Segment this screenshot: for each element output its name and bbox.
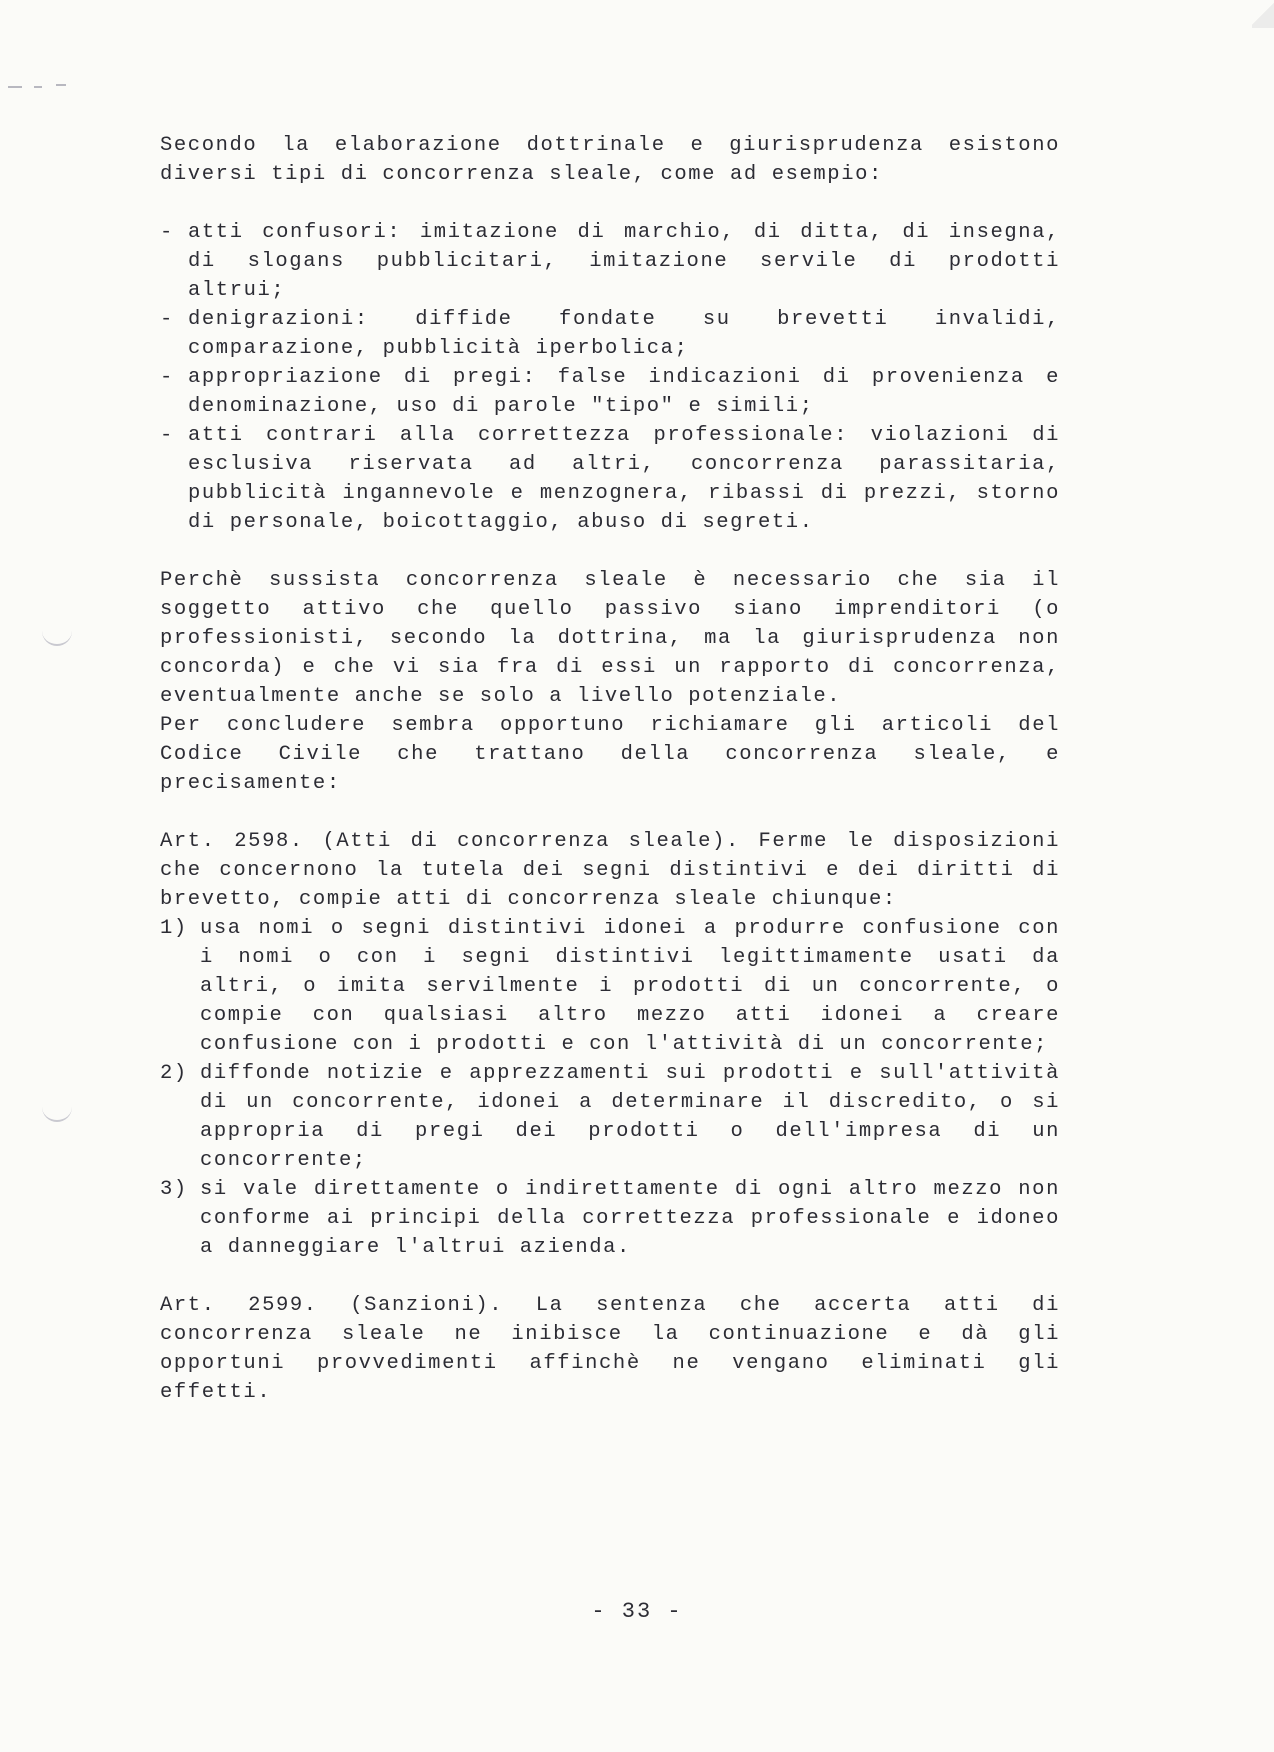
punch-hole-mark <box>42 630 72 646</box>
article-2598: Art. 2598. (Atti di concorrenza sleale). Ferme le disposizioni che concernono la tutela dei segni distintivi e dei diritti di brevetto, compie atti di concorrenza sleale chiunque: <box>160 830 1060 911</box>
bullet-dash: - <box>160 221 174 244</box>
bullet-list <box>160 218 1060 537</box>
intro-paragraph: Secondo la elaborazione dottrinale e giurisprudenza esistono diversi tipi di concorrenza sleale, come ad esempio: <box>160 134 1060 186</box>
article-2598-list <box>160 914 1060 1262</box>
bullet-text: denigrazioni: diffide fondate su brevetti invalidi, comparazione, pubblicità iperbolica; <box>188 308 1060 360</box>
bullet-item <box>160 305 1060 363</box>
punch-hole-mark <box>42 1106 72 1122</box>
article-2599: Art. 2599. (Sanzioni). La sentenza che accerta atti di concorrenza sleale ne inibisce la continuazione e dà gli opportuni provvedimenti affinchè ne vengano eliminati gli effetti. <box>160 1294 1060 1404</box>
requirements-paragraph: Perchè sussista concorrenza sleale è necessario che sia il soggetto attivo che quello passivo siano imprenditori (o professionisti, secondo la dottrina, ma la giurisprudenza non concorda) e che vi sia fra di essi un rapporto di concorrenza, eventualmente anche se solo a livello potenziale. <box>160 569 1060 708</box>
bullet-text: atti confusori: imitazione di marchio, di ditta, di insegna, di slogans pubblicitari, imitazione servile di prodotti altrui; <box>188 221 1060 302</box>
item-text: si vale direttamente o indirettamente di ogni altro mezzo non conforme ai principi della correttezza professionale e idoneo a danneggiare l'altrui azienda. <box>200 1178 1060 1259</box>
bullet-dash: - <box>160 424 174 447</box>
bullet-item <box>160 421 1060 537</box>
bullet-dash: - <box>160 366 174 389</box>
numbered-item <box>160 1059 1060 1175</box>
bullet-item <box>160 363 1060 421</box>
item-text: diffonde notizie e apprezzamenti sui prodotti e sull'attività di un concorrente, idonei a determinare il discredito, o si appropria di pregi dei prodotti o dell'impresa di un concorrente; <box>200 1062 1060 1172</box>
conclusion-paragraph: Per concludere sembra opportuno richiamare gli articoli del Codice Civile che trattano della concorrenza sleale, e precisamente: <box>160 714 1060 795</box>
numbered-item <box>160 914 1060 1059</box>
scan-speck <box>8 86 22 88</box>
numbered-item <box>160 1175 1060 1262</box>
item-text: usa nomi o segni distintivi idonei a produrre confusione con i nomi o con i segni distintivi legittimamente usati da altri, o imita servilmente i prodotti di un concorrente, o compie con qualsiasi altro mezzo atti idonei a creare confusione con i prodotti e con l'attività di un concorrente; <box>200 917 1060 1056</box>
bullet-item <box>160 218 1060 305</box>
document-body <box>160 131 1060 1407</box>
item-number: 3) <box>160 1178 188 1201</box>
spacer <box>160 537 1060 566</box>
item-number: 2) <box>160 1062 188 1085</box>
bullet-dash: - <box>160 308 174 331</box>
scan-speck <box>56 84 66 86</box>
spacer <box>160 1262 1060 1291</box>
spacer <box>160 189 1060 218</box>
bullet-text: appropriazione di pregi: false indicazioni di provenienza e denominazione, uso di parole "tipo" e simili; <box>188 366 1060 418</box>
item-number: 1) <box>160 917 188 940</box>
spacer <box>160 798 1060 827</box>
page-corner-fold <box>1252 0 1274 28</box>
bullet-text: atti contrari alla correttezza professionale: violazioni di esclusiva riservata ad altri, concorrenza parassitaria, pubblicità ingannevole e menzognera, ribassi di prezzi, storno di personale, boicottaggio, abuso di segreti. <box>188 424 1060 534</box>
scan-speck <box>34 86 42 88</box>
page-number: - 33 - <box>591 1599 683 1624</box>
